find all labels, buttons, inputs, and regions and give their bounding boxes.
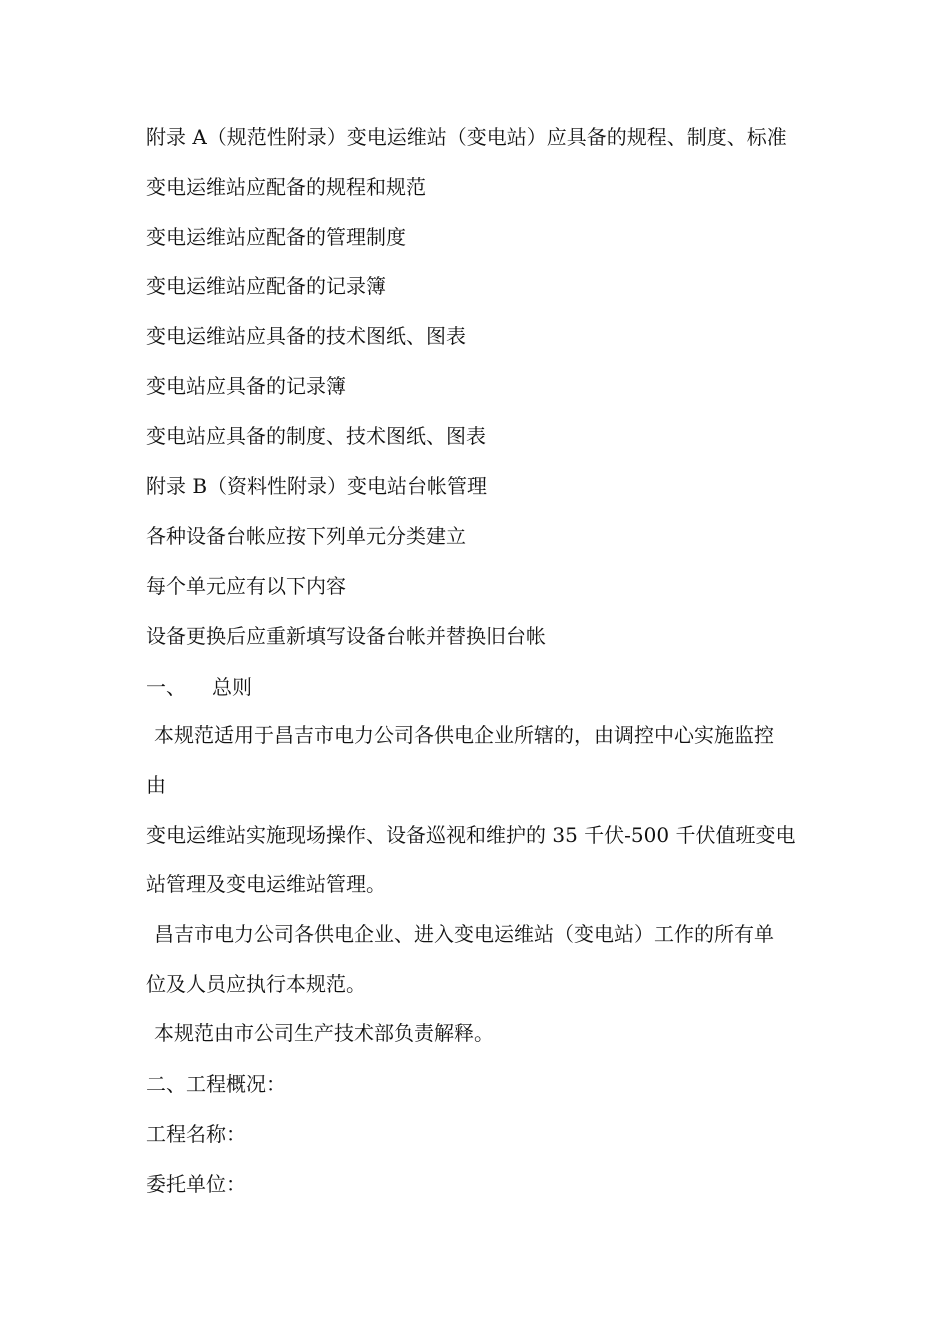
section-heading-project: 二、工程概况： [146, 1072, 286, 1096]
list-item: 变电站应具备的记录簿 [146, 374, 346, 398]
paragraph-line: 站管理及变电运维站管理。 [146, 872, 386, 896]
list-item: 变电运维站应配备的管理制度 [146, 225, 406, 249]
paragraph-line: 位及人员应执行本规范。 [146, 972, 366, 996]
list-item: 每个单元应有以下内容 [146, 574, 346, 598]
section-title: 总则 [212, 675, 252, 699]
section-number: 一、 [146, 675, 186, 699]
appendix-b-title: 附录 B（资料性附录）变电站台帐管理 [146, 474, 488, 498]
list-item: 设备更换后应重新填写设备台帐并替换旧台帐 [146, 624, 546, 648]
paragraph-line: 变电运维站实施现场操作、设备巡视和维护的 35 千伏-500 千伏值班变电 [146, 823, 796, 847]
list-item: 变电站应具备的制度、技术图纸、图表 [146, 424, 486, 448]
field-client: 委托单位： [146, 1172, 246, 1196]
appendix-a-title: 附录 A（规范性附录）变电运维站（变电站）应具备的规程、制度、标准 [146, 125, 787, 149]
list-item: 变电运维站应具备的技术图纸、图表 [146, 324, 466, 348]
paragraph-line: 由 [146, 773, 166, 797]
paragraph-line: 昌吉市电力公司各供电企业、进入变电运维站（变电站）工作的所有单 [154, 922, 774, 946]
section-heading-general [146, 674, 252, 700]
paragraph-line: 本规范由市公司生产技术部负责解释。 [154, 1021, 494, 1045]
list-item: 变电运维站应配备的记录簿 [146, 274, 386, 298]
list-item: 各种设备台帐应按下列单元分类建立 [146, 524, 466, 548]
field-project-name: 工程名称： [146, 1122, 246, 1146]
list-item: 变电运维站应配备的规程和规范 [146, 175, 426, 199]
paragraph-line: 本规范适用于昌吉市电力公司各供电企业所辖的，由调控中心实施监控 [154, 723, 774, 747]
